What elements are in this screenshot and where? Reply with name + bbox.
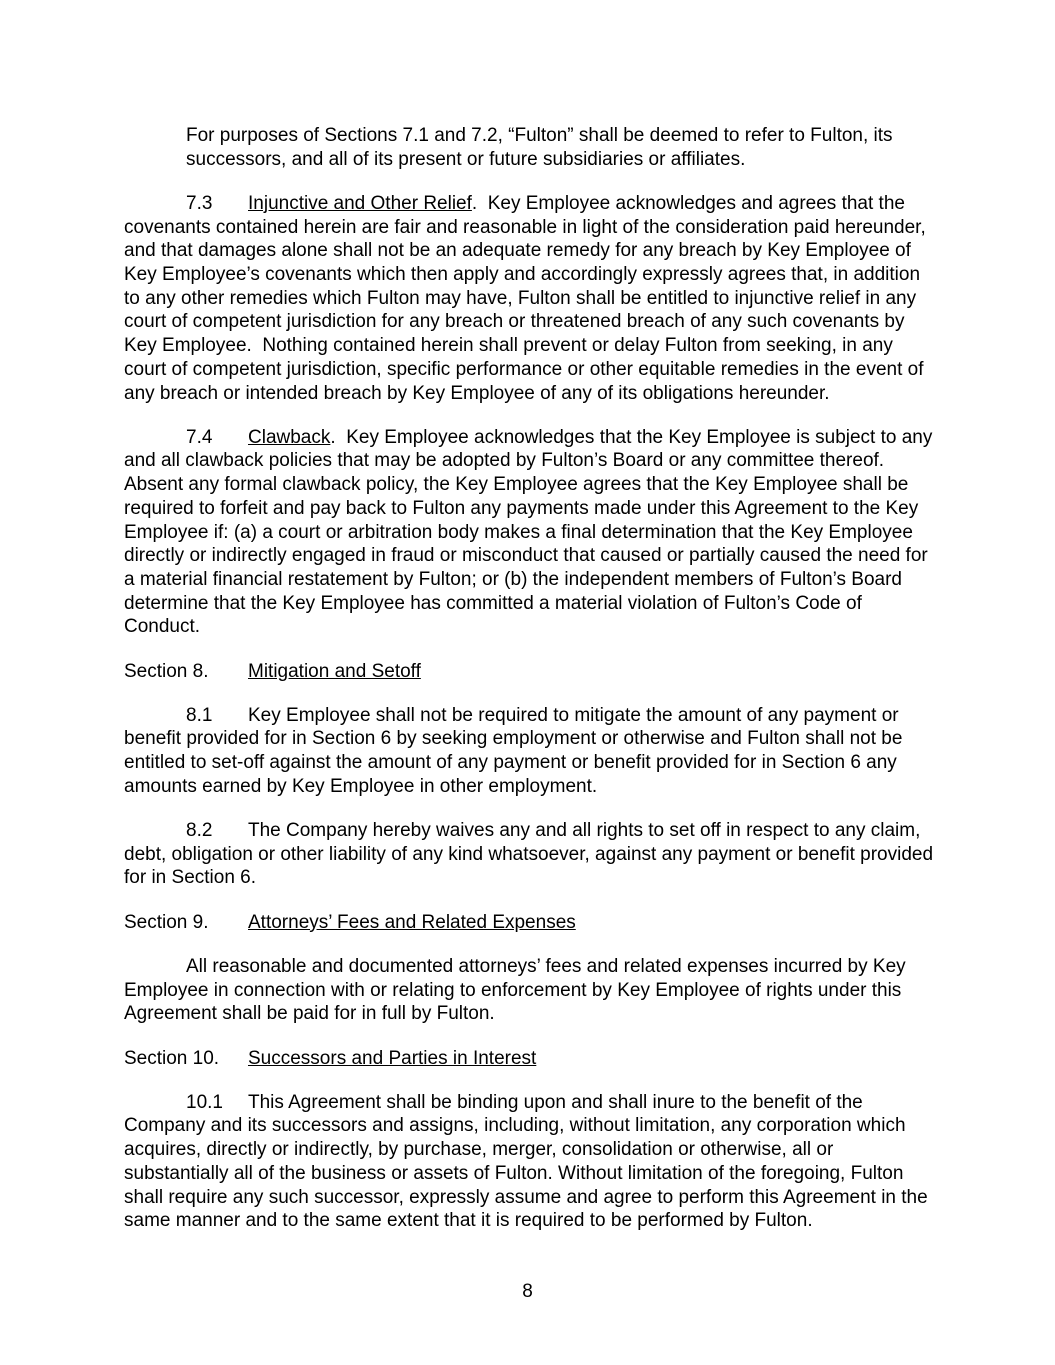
paragraph-number: 10.1 [186, 1091, 223, 1113]
paragraph-8-2 [124, 819, 934, 890]
page-number: 8 [522, 1281, 533, 1302]
paragraph-number: 7.3 [186, 192, 213, 214]
section-10-heading [124, 1047, 934, 1071]
paragraph-number: 7.4 [186, 426, 213, 448]
section-8-heading [124, 660, 934, 684]
section-label: Section 8. [124, 660, 209, 682]
intro-paragraph: For purposes of Sections 7.1 and 7.2, “Fulton” shall be deemed to refer to Fulton, its successors, and all of its present or future subsidiaries or affiliates. [186, 125, 893, 170]
section-label: Section 9. [124, 911, 209, 933]
paragraph-text: Key Employee acknowledges that the Key Employee is subject to any and all clawback policies that may be adopted by Fulton’s Board or any committee thereof. Absent any formal clawback policy, the Key Employee agrees that the Key Employee shall be required to forfeit and pay back to Fulton any payments made under this Agreement to the Key Employee if: (a) a court or arbitration body makes a final determination that the Key Employee directly or indirectly engaged in fraud or misconduct that caused or partially caused the need for a material financial restatement by Fulton; or (b) the independent members of Fulton’s Board determine that the Key Employee has committed a material violation of Fulton’s Code of Conduct. [124, 426, 938, 638]
title-punctuation: . [471, 192, 478, 214]
paragraph-title: Injunctive and Other Relief [248, 192, 472, 214]
paragraph-text: The Company hereby waives any and all rights to set off in respect to any claim, debt, obligation or other liability of any kind whatsoever, against any payment or benefit provided for in Section 6. [124, 820, 934, 889]
paragraph-number: 8.1 [186, 704, 213, 726]
paragraph-text: Key Employee shall not be required to mitigate the amount of any payment or benefit provided for in Section 6 by seeking employment or otherwise and Fulton shall not be entitled to set-off against the amount of any payment or benefit provided for in Section 6 any amounts earned by Key Employee in other employment. [124, 704, 903, 797]
section-title: Mitigation and Setoff [248, 660, 421, 682]
paragraph-text: Key Employee acknowledges and agrees that the covenants contained herein are fair and reasonable in light of the consideration paid hereunder, and that damages alone shall not be an adequate remedy for any breach by Key Employee of Key Employee’s covenants which then apply and accordingly expressly agrees that, in addition to any other remedies which Fulton may have, Fulton shall be entitled to injunctive relief in any court of competent jurisdiction for any breach or threatened breach of any such covenants by Key Employee. Nothing contained herein shall prevent or delay Fulton from seeking, in any court of competent jurisdiction, specific performance or other equitable remedies in the event of any breach or intended breach by Key Employee of any of its obligations hereunder. [124, 192, 932, 404]
section-title: Attorneys’ Fees and Related Expenses [248, 911, 576, 933]
paragraph-9: All reasonable and documented attorneys’ fees and related expenses incurred by Key Employee in connection with or relating to enforcement by Key Employee of rights under this Agreement shall be paid for in full by Fulton. [124, 955, 906, 1025]
paragraph-7-3 [124, 192, 934, 405]
document-body [124, 124, 938, 1253]
title-punctuation: . [330, 426, 336, 448]
paragraph-10-1 [124, 1091, 934, 1233]
paragraph-number: 8.2 [186, 820, 213, 842]
section-9-heading [124, 911, 934, 935]
section-title: Successors and Parties in Interest [248, 1047, 537, 1069]
paragraph-text: This Agreement shall be binding upon and shall inure to the benefit of the Company and its successors and assigns, including, without limitation, any corporation which acquires, directly or indirectly, by purchase, merger, consolidation or otherwise, all or substantially all of the business or assets of Fulton. Without limitation of the foregoing, Fulton shall require any such successor, expressly assume and agree to perform this Agreement in the same manner and to the same extent that it is required to be performed by Fulton. [124, 1091, 928, 1232]
paragraph-8-1 [124, 704, 934, 799]
paragraph-7-4 [124, 426, 938, 639]
section-label: Section 10. [124, 1047, 220, 1069]
paragraph-title: Clawback [248, 426, 331, 448]
